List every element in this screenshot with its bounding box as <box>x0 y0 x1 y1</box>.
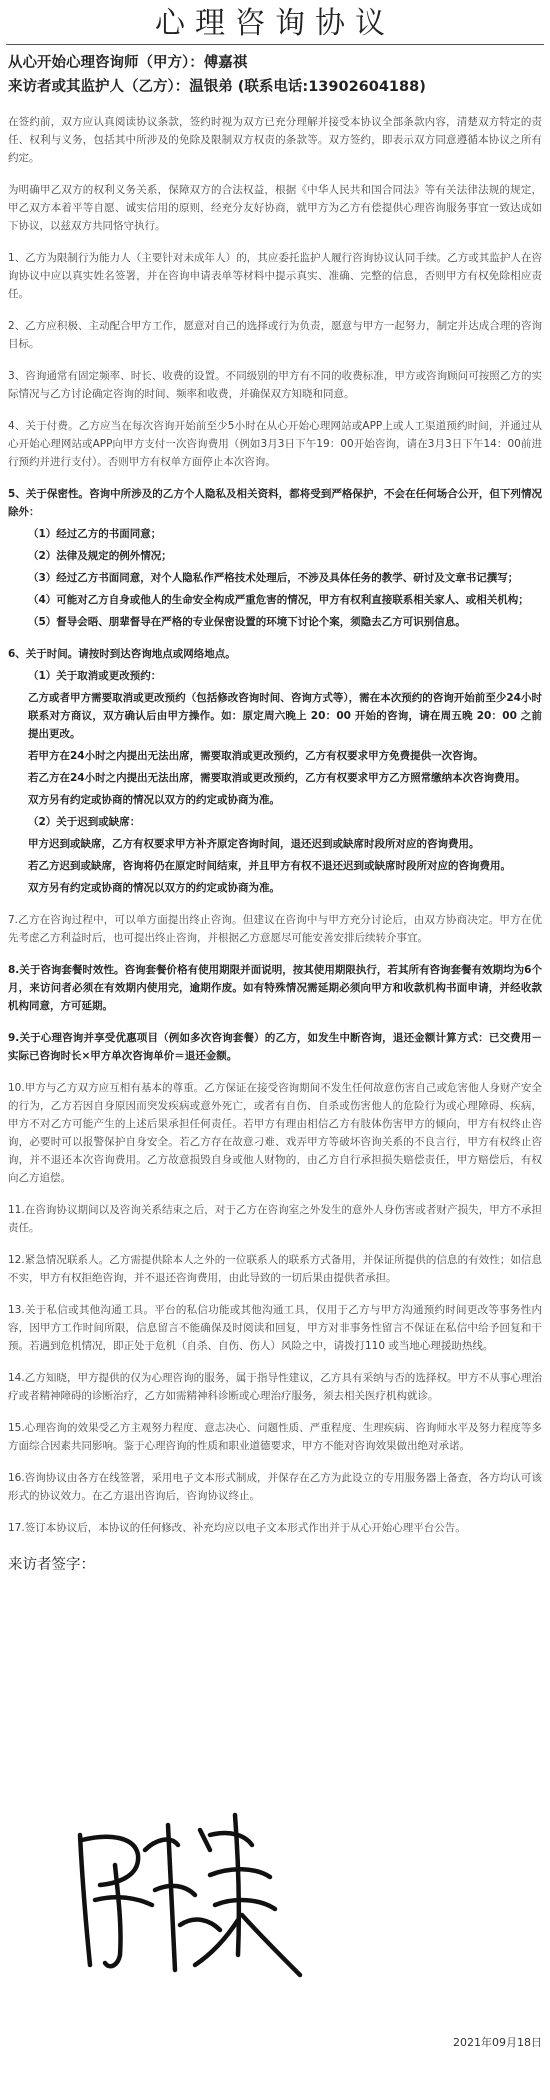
clause-5-item-5: （5）督导会晤、朋辈督导在严格的专业保密设置的环境下讨论个案，须隐去乙方可识别信息。 <box>28 616 466 628</box>
handwritten-signature <box>60 1805 320 1985</box>
title-divider <box>6 44 544 45</box>
clause-5-item-1: （1）经过乙方的书面同意； <box>28 528 162 540</box>
clause-6-sub-2-party-a: 甲方迟到或缺席，乙方有权要求甲方补齐原定咨询时间，退还迟到或缺席时段所对应的咨询费用。 <box>28 838 480 850</box>
clause-5-item-4: （4）可能对乙方自身或他人的生命安全构成严重危害的情况，甲方有权利直接联系相关家人、或相关机构； <box>28 594 529 606</box>
page-title: 心理咨询协议 <box>155 6 395 41</box>
clause-1: 1、乙方为限制行为能力人（主要针对未成年人）的，其应委托监护人履行咨询协议认同手续。乙方或其监护人在咨询协议中应以真实姓名签署，并在咨询申请表单等材料中提示真实、准确、完整的信息，否则甲方有权免除相应责任。 <box>8 252 542 300</box>
clause-6-sub-1-other: 双方另有约定或协商的情况以双方的约定或协商为准。 <box>28 794 280 806</box>
clause-9: 9.关于心理咨询并享受优惠项目（例如多次咨询套餐）的乙方，如发生中断咨询，退还金额计算方式：已交费用－实际已咨询时长×甲方单次咨询单价＝退还金额。 <box>8 1032 542 1062</box>
clause-6-sub-2-other: 双方另有约定或协商的情况以双方的约定或协商为准。 <box>28 882 280 894</box>
clause-17: 17.签订本协议后，本协议的任何修改、补充均应以电子文本形式作出并于从心开始心理平台公告。 <box>8 1522 466 1534</box>
clause-6-sub-2-party-b: 若乙方迟到或缺席，咨询将仍在原定时间结束，并且甲方有权不退还迟到或缺席时段所对应的咨询费用。 <box>28 860 511 872</box>
clause-11: 11.在咨询协议期间以及咨询关系结束之后，对于乙方在咨询室之外发生的意外人身伤害或者财产损失，甲方不承担责任。 <box>8 1204 542 1234</box>
clause-10: 10.甲方与乙方双方应互相有基本的尊重。乙方保证在接受咨询期间不发生任何故意伤害自己或危害他人身财产安全的行为，乙方若因自身原因而突发疾病或意外死亡，或者有自伤、自杀或伤害他人的危险行为或心理障碍、疾病，甲方不对乙方可能产生的上述后果承担任何责任。若甲方有理由相信乙方有肢体伤害甲方的倾向，甲方有权终止咨询，必要时可以报警保护自身安全。若乙方存在故意刁难、戏弄甲方等破坏咨询关系的不良言行，甲方有权终止咨询，并不退还本次咨询费用。乙方故意损毁自身或他人财物的，由乙方自行承担损失赔偿责任，甲方赔偿后，有权向乙方追偿。 <box>8 1082 542 1184</box>
agreement-body <box>0 51 550 1574</box>
party-b-line: 来访者或其监护人（乙方）：温银弟 (联系电话:13902604188) <box>8 79 426 95</box>
clause-14: 14.乙方知晓，甲方提供的仅为心理咨询的服务，属于指导性建议，乙方具有采纳与否的选择权。甲方不从事心理治疗或者精神障碍的诊断治疗，乙方如需精神科诊断或心理治疗服务，须去相关医疗机构就诊。 <box>8 1372 542 1402</box>
clause-5-item-3: （3）经过乙方书面同意，对个人隐私作严格技术处理后，不涉及具体任务的教学、研讨及文章书记撰写； <box>28 572 519 584</box>
clause-6-sub-1-text: 乙方或者甲方需要取消或更改预约（包括修改咨询时间、咨询方式等），需在本次预约的咨询开始前至少24小时联系对方商议，双方确认后由甲方操作。如：原定周六晚上 20：00 开始的咨询，请在周五晚 20：00 之前提出更改。 <box>28 692 542 740</box>
clause-12: 12.紧急情况联系人。乙方需提供除本人之外的一位联系人的联系方式备用，并保证所提供的信息的有效性；如信息不实，甲方有权拒绝咨询，并不退还咨询费用，由此导致的一切后果由提供者承担。 <box>8 1254 542 1284</box>
clause-7: 7.乙方在咨询过程中，可以单方面提出终止咨询。但建议在咨询中与甲方充分讨论后，由双方协商决定。甲方在优先考虑乙方利益时后，也可提出终止咨询，并根据乙方意愿尽可能安善安排后续转介事宜。 <box>8 914 542 944</box>
clause-3: 3、咨询通常有固定频率、时长、收费的设置。不同级别的甲方有不同的收费标准，甲方或咨询顾问可按照乙方的实际情况与乙方讨论确定咨询的时间、频率和收费，并确保双方知晓和同意。 <box>8 370 542 400</box>
clause-16: 16.咨询协议由各方在线签署，采用电子文本形式制成，并保存在乙方为此设立的专用服务器上备查，各方均认可该形式的协议效力。在乙方退出咨询后，咨询协议终止。 <box>8 1472 542 1502</box>
clause-2: 2、乙方应积极、主动配合甲方工作，愿意对自己的选择或行为负责，愿意与甲方一起努力，制定并达成合理的咨询目标。 <box>8 320 542 350</box>
clause-5-item-2: （2）法律及规定的例外情况； <box>28 550 172 562</box>
clause-6-sub-1-party-b: 若乙方在24小时之内提出无法出席，需要取消或更改预约，乙方有权要求甲方乙方照常缴纳本次咨询费用。 <box>28 772 526 784</box>
intro-paragraph: 在签约前，双方应认真阅读协议条款，签约时视为双方已充分理解并接受本协议全部条款内容，清楚双方特定的责任、权利与义务，包括其中所涉及的免除及限制双方权责的条款等。双方签约，即表示双方同意遵循本协议之所有约定。 <box>8 116 542 164</box>
clause-5: 5、关于保密性。咨询中所涉及的乙方个人隐私及相关资料，都将受到严格保护，不会在任何场合公开，但下列情况除外： <box>8 488 542 518</box>
clause-8: 8.关于咨询套餐时效性。咨询套餐价格有使用期限并面说明，按其使用期限执行，若其所有咨询套餐有效期均为6个月，来访问者必须在有效期内使用完，逾期作废。如有特殊情况需延期必须向甲方和收款机构书面申请，并经收款机构同意，方可延期。 <box>8 964 542 1012</box>
clause-13: 13.关于私信或其他沟通工具。平台的私信功能或其他沟通工具，仅用于乙方与甲方沟通预约时间更改等事务性内容，因甲方工作时间所限，信息留言不能确保及时阅读和回复，甲方对非事务性留言不保证在私信中给予回复和干预。若遇到危机情况，即正处于危机（自杀、自伤、伤人）风险之中，请拨打110 或当地心理援助热线。 <box>8 1304 542 1352</box>
basis-paragraph: 为明确甲乙双方的权利义务关系，保障双方的合法权益，根据《中华人民共和国合同法》等有关法律法规的规定，甲乙双方本着平等自愿、诚实信用的原则，经充分友好协商，就甲方为乙方有偿提供心理咨询服务事宜一致达成如下协议，以兹双方共同恪守执行。 <box>8 184 542 232</box>
clause-6-sub-1: （1）关于取消或更改预约： <box>28 670 162 682</box>
signing-date: 2021年09月18日 <box>453 2036 542 2049</box>
clause-4: 4、关于付费。乙方应当在每次咨询开始前至少5小时在从心开始心理网站或APP上或人工渠道预约时间，并通过从心开始心理网站或APP向甲方支付一次咨询费用（例如3月3日下午19：00开始咨询，请在3月3日下午14：00前进行预约并进行支付）。否则甲方有权单方面停止本次咨询。 <box>8 420 542 468</box>
visitor-signature-label: 来访者签字： <box>8 1557 95 1573</box>
clause-6-sub-2: （2）关于迟到或缺席： <box>28 816 141 828</box>
clause-6-sub-1-party-a: 若甲方在24小时之内提出无法出席，需要取消或更改预约，乙方有权要求甲方免费提供一次咨询。 <box>28 750 484 762</box>
party-a-line: 从心开始心理咨询师（甲方）：傅嘉祺 <box>8 55 248 71</box>
clause-15: 15.心理咨询的效果受乙方主观努力程度、意志决心、问题性质、严重程度、生理疾病、咨询师水平及努力程度等多方面综合因素共同影响。鉴于心理咨询的性质和职业道德要求，甲方不能对咨询效果做出绝对承诺。 <box>8 1422 542 1452</box>
clause-6: 6、关于时间。请按时到达咨询地点或网络地点。 <box>8 648 236 660</box>
